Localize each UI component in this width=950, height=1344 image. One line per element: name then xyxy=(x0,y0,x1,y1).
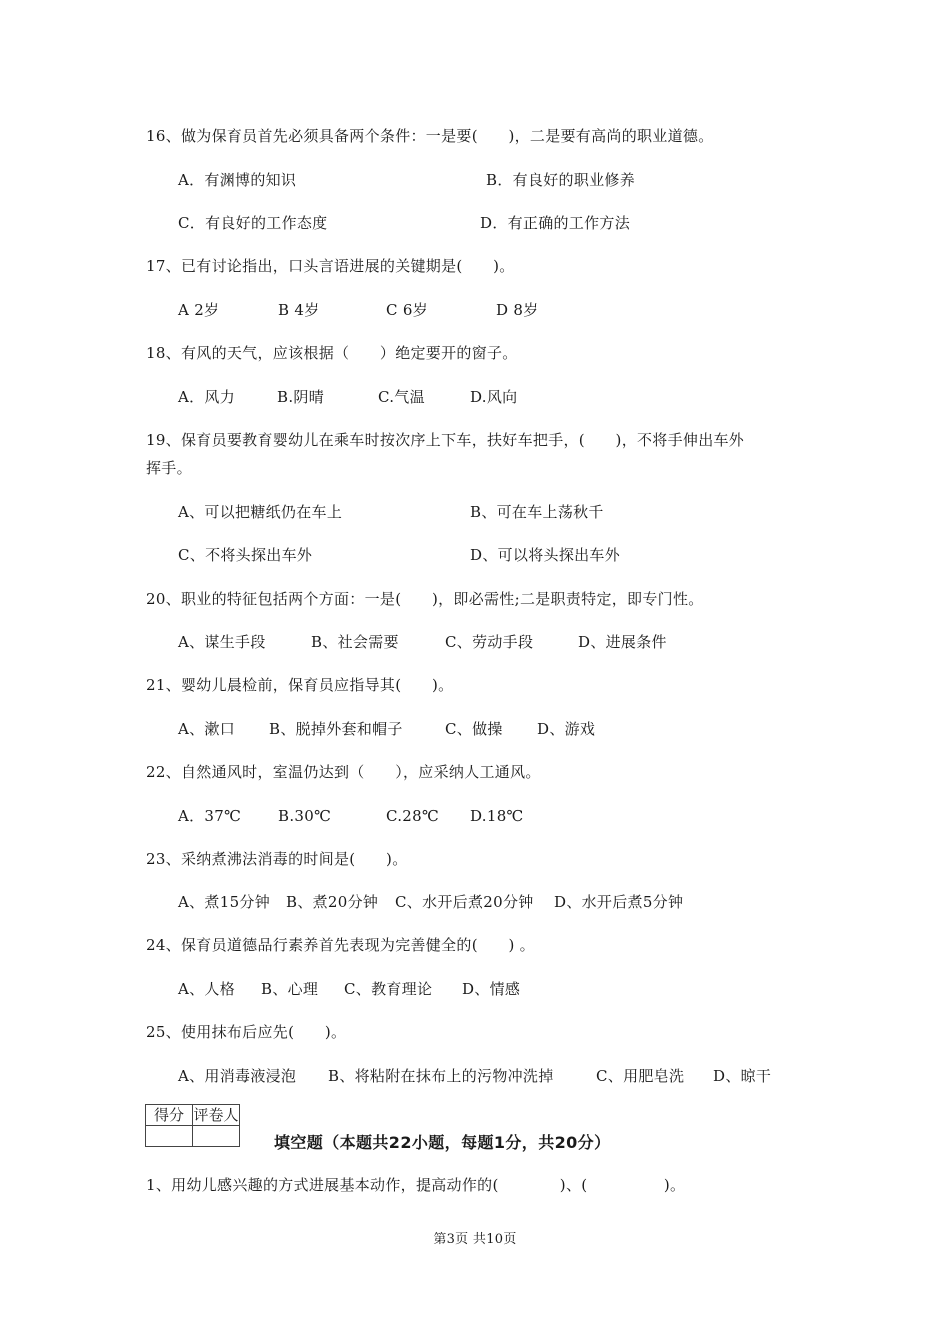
question-22-stem: 22、自然通风时，室温仍达到（ ），应采纳人工通风。 xyxy=(146,763,541,781)
question-19-option-d: D、可以将头探出车外 xyxy=(470,546,621,564)
question-23-stem: 23、采纳煮沸法消毒的时间是( )。 xyxy=(146,850,408,868)
question-17-option-b: B 4岁 xyxy=(278,301,320,319)
question-18-option-a: A．风力 xyxy=(178,388,236,406)
question-21-option-c: C、做操 xyxy=(445,720,503,738)
question-19-option-c: C、不将头探出车外 xyxy=(178,546,313,564)
question-19-option-b: B、可在车上荡秋千 xyxy=(470,503,604,521)
question-20-option-c: C、劳动手段 xyxy=(445,633,534,651)
question-23-option-b: B、煮20分钟 xyxy=(286,893,379,911)
question-25-stem: 25、使用抹布后应先( )。 xyxy=(146,1023,347,1041)
question-24-option-d: D、情感 xyxy=(462,980,521,998)
question-22-option-a: A．37℃ xyxy=(178,807,242,825)
question-18-option-b: B.阴晴 xyxy=(277,388,324,406)
question-19-option-a: A、可以把糖纸仍在车上 xyxy=(178,503,343,521)
question-17-option-d: D 8岁 xyxy=(496,301,539,319)
question-21-option-b: B、脱掉外套和帽子 xyxy=(269,720,403,738)
question-25-option-c: C、用肥皂洗 xyxy=(596,1067,685,1085)
question-22-option-d: D.18℃ xyxy=(470,807,524,825)
question-22-option-c: C.28℃ xyxy=(386,807,440,825)
question-20-option-a: A、谋生手段 xyxy=(178,633,266,651)
question-19-stem-cont: 挥手。 xyxy=(146,459,192,477)
question-24-option-a: A、人格 xyxy=(178,980,236,998)
question-21-option-d: D、游戏 xyxy=(537,720,596,738)
question-16-option-c: C．有良好的工作态度 xyxy=(178,214,328,232)
question-19-stem: 19、保育员要教育婴幼儿在乘车时按次序上下车，扶好车把手，( )，不将手伸出车外 xyxy=(146,431,745,449)
score-box xyxy=(145,1104,240,1147)
question-24-stem: 24、保育员道德品行素养首先表现为完善健全的( ) 。 xyxy=(146,936,535,954)
score-cell xyxy=(146,1126,193,1147)
question-17-option-c: C 6岁 xyxy=(386,301,428,319)
question-16-option-b: B．有良好的职业修养 xyxy=(486,171,636,189)
score-label: 得分 xyxy=(146,1105,193,1126)
question-24-option-b: B、心理 xyxy=(261,980,319,998)
question-23-option-c: C、水开后煮20分钟 xyxy=(395,893,534,911)
question-18-option-d: D.风向 xyxy=(470,388,518,406)
grader-label: 评卷人 xyxy=(193,1106,239,1124)
question-18-stem: 18、有风的天气，应该根据（ ）绝定要开的窗子。 xyxy=(146,344,518,362)
fill-blank-question-1: 1、用幼儿感兴趣的方式进展基本动作，提高动作的( )、( )。 xyxy=(146,1176,686,1194)
question-23-option-a: A、煮15分钟 xyxy=(178,893,271,911)
question-17-stem: 17、已有讨论指出，口头言语进展的关键期是( )。 xyxy=(146,257,515,275)
question-25-option-d: D、晾干 xyxy=(713,1067,772,1085)
question-21-stem: 21、婴幼儿晨检前，保育员应指导其( )。 xyxy=(146,676,454,694)
section-title: 填空题（本题共22小题，每题1分，共20分） xyxy=(274,1133,611,1152)
page-number: 第3页 共10页 xyxy=(433,1232,517,1247)
question-25-option-a: A、用消毒液浸泡 xyxy=(178,1067,297,1085)
question-21-option-a: A、漱口 xyxy=(178,720,236,738)
question-16-option-a: A．有渊博的知识 xyxy=(178,171,297,189)
question-23-option-d: D、水开后煮5分钟 xyxy=(554,893,684,911)
question-20-option-d: D、进展条件 xyxy=(578,633,667,651)
grader-cell xyxy=(193,1126,240,1147)
question-17-option-a: A 2岁 xyxy=(178,301,220,319)
question-22-option-b: B.30℃ xyxy=(278,807,332,825)
question-20-option-b: B、社会需要 xyxy=(311,633,399,651)
question-20-stem: 20、职业的特征包括两个方面：一是( )，即必需性;二是职责特定，即专门性。 xyxy=(146,590,704,608)
question-18-option-c: C.气温 xyxy=(378,388,425,406)
question-16-option-d: D．有正确的工作方法 xyxy=(480,214,631,232)
question-16-stem: 16、做为保育员首先必须具备两个条件：一是要( )，二是要有高尚的职业道德。 xyxy=(146,127,714,145)
question-24-option-c: C、教育理论 xyxy=(344,980,433,998)
question-25-option-b: B、将粘附在抹布上的污物冲洗掉 xyxy=(328,1067,554,1085)
